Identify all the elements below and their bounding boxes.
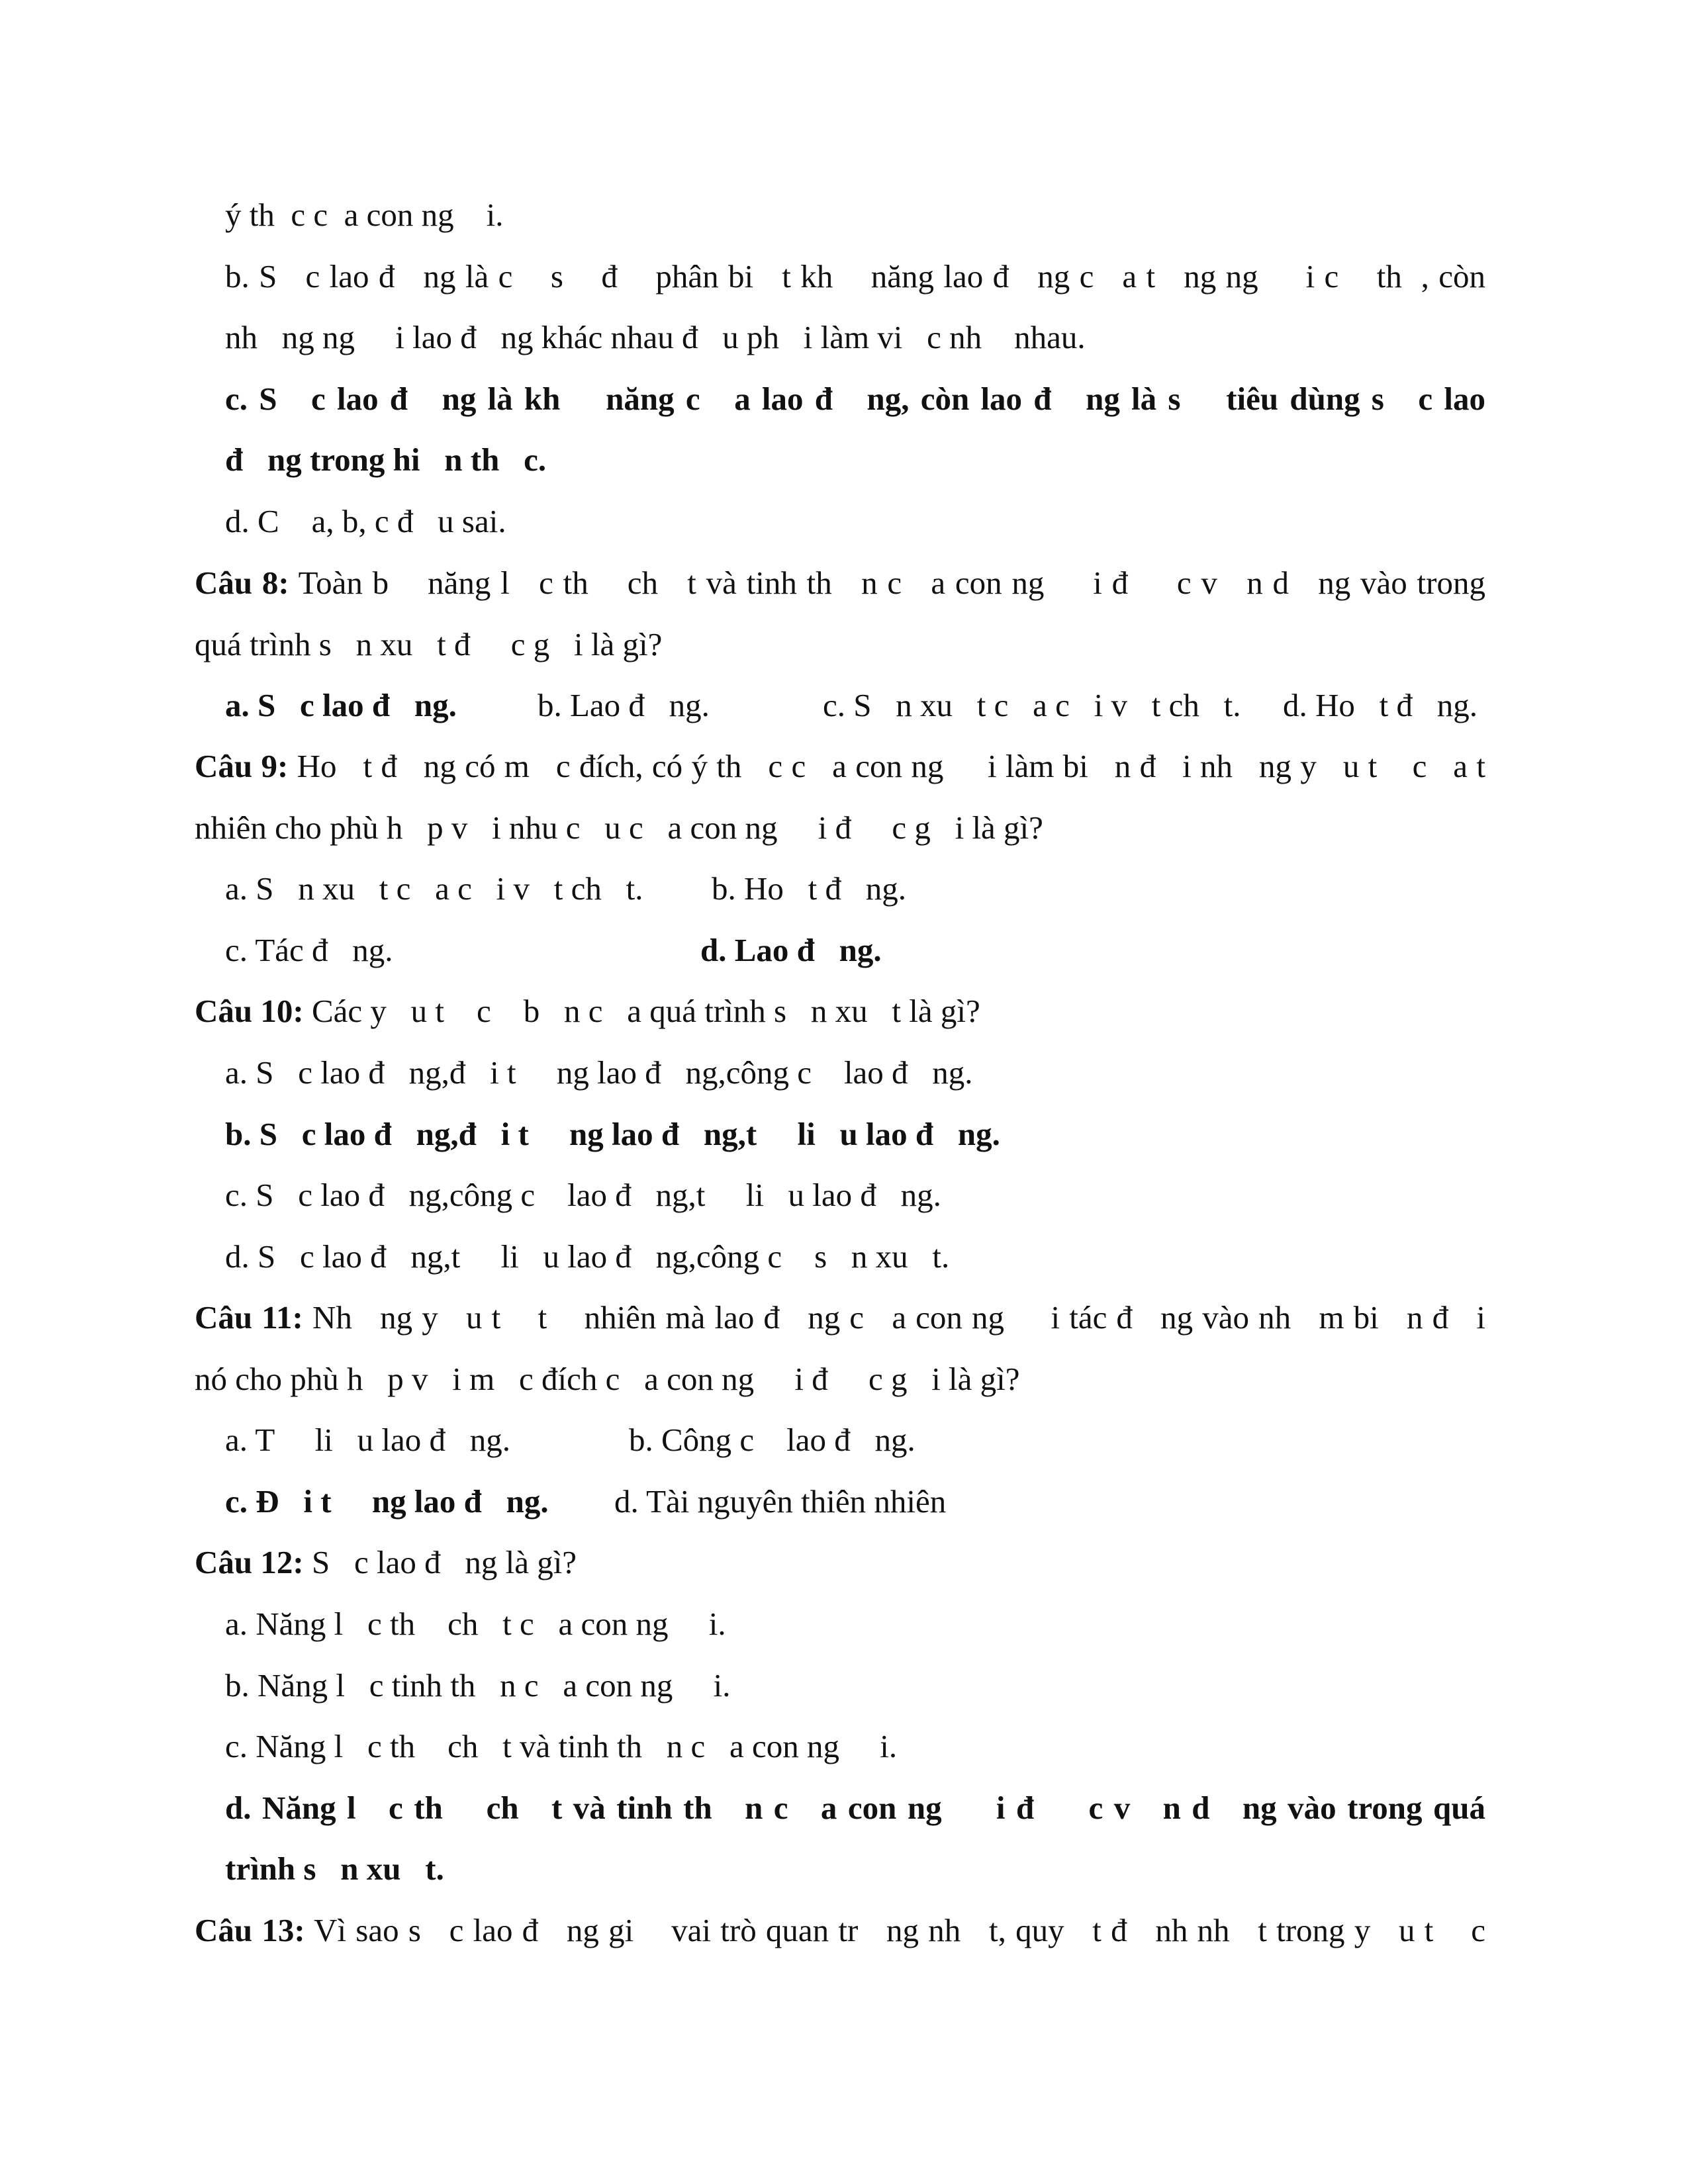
q12-option-d-line2: trình s n xu t. <box>225 1850 444 1887</box>
q10-option-a: a. S c lao đ ng,đ i t ng lao đ ng,công c lao đ ng. <box>225 1054 973 1091</box>
q7-option-b-line1: b. S c lao đ ng là c s đ phân bi t kh năng lao đ ng c a t ng ng i c th , còn <box>225 258 1485 295</box>
q8-text: Toàn b năng l c th ch t và tinh th n c a con ng i đ c v n d ng vào trong <box>289 565 1485 601</box>
q13-text: Vì sao s c lao đ ng gi vai trò quan tr ng nh t, quy t đ nh nh t trong y u t c <box>305 1912 1485 1948</box>
q12-text-line1 <box>195 1543 577 1582</box>
q12-option-c: c. Năng l c th ch t và tinh th n c a con ng i. <box>225 1728 898 1764</box>
q11-text: Nh ng y u t t nhiên mà lao đ ng c a con ng i tác đ ng vào nh m bi n đ i <box>303 1299 1485 1336</box>
q11-option-d: d. Tài nguyên thiên nhiên <box>614 1483 947 1520</box>
q8-text-line1 <box>195 563 1485 603</box>
q9-option-c: c. Tác đ ng. <box>225 932 393 968</box>
q11-text-line1 <box>195 1298 1485 1338</box>
q8-option-b: b. Lao đ ng. <box>538 687 710 723</box>
q11-label: Câu 11: <box>195 1299 303 1336</box>
q10-option-b: b. S c lao đ ng,đ i t ng lao đ ng,t li u lao đ ng. <box>225 1116 1000 1152</box>
q12-option-a: a. Năng l c th ch t c a con ng i. <box>225 1606 726 1642</box>
q11-option-a: a. T li u lao đ ng. <box>225 1422 510 1458</box>
q12-label: Câu 12: <box>195 1544 304 1580</box>
q10-option-d: d. S c lao đ ng,t li u lao đ ng,công c s n xu t. <box>225 1238 950 1275</box>
q13-text-line1 <box>195 1911 1485 1950</box>
q13-label: Câu 13: <box>195 1912 305 1948</box>
q11-option-c: c. Đ i t ng lao đ ng. <box>225 1483 549 1520</box>
q9-option-d: d. Lao đ ng. <box>700 932 882 968</box>
q9-text-line2: nhiên cho phù h p v i nhu c u c a con ng i đ c g i là gì? <box>195 809 1043 846</box>
q10-label: Câu 10: <box>195 993 304 1029</box>
q11-option-b: b. Công c lao đ ng. <box>629 1422 915 1458</box>
q8-text-line2: quá trình s n xu t đ c g i là gì? <box>195 626 663 662</box>
q12-option-d-line1: d. Năng l c th ch t và tinh th n c a con ng i đ c v n d ng vào trong quá <box>225 1790 1485 1826</box>
q7-option-c-line2: đ ng trong hi n th c. <box>225 441 547 478</box>
q8-option-a: a. S c lao đ ng. <box>225 687 457 723</box>
q8-option-c: c. S n xu t c a c i v t ch t. <box>823 687 1241 723</box>
q11-text-line2: nó cho phù h p v i m c đích c a con ng i đ c g i là gì? <box>195 1361 1020 1397</box>
q10-option-c: c. S c lao đ ng,công c lao đ ng,t li u lao đ ng. <box>225 1177 941 1213</box>
q12-text: S c lao đ ng là gì? <box>303 1544 577 1580</box>
q7-option-c-line1: c. S c lao đ ng là kh năng c a lao đ ng, còn lao đ ng là s tiêu dùng s c lao <box>225 381 1485 417</box>
q10-text-line1 <box>195 991 980 1031</box>
q7-a-continuation: ý th c c a con ng i. <box>225 197 504 233</box>
q9-text: Ho t đ ng có m c đích, có ý th c c a con ng i làm bi n đ i nh ng y u t c a t <box>288 748 1485 784</box>
q7-option-d: d. C a, b, c đ u sai. <box>225 503 506 539</box>
q8-option-d: d. Ho t đ ng. <box>1283 687 1477 723</box>
q10-text: Các y u t c b n c a quá trình s n xu t là gì? <box>303 993 980 1029</box>
q9-option-a: a. S n xu t c a c i v t ch t. <box>225 870 643 907</box>
q9-option-b: b. Ho t đ ng. <box>712 870 906 907</box>
q7-option-b-line2: nh ng ng i lao đ ng khác nhau đ u ph i làm vi c nh nhau. <box>225 319 1086 355</box>
q9-text-line1 <box>195 747 1485 786</box>
q8-label: Câu 8: <box>195 565 289 601</box>
q9-label: Câu 9: <box>195 748 289 784</box>
q12-option-b: b. Năng l c tinh th n c a con ng i. <box>225 1667 731 1704</box>
